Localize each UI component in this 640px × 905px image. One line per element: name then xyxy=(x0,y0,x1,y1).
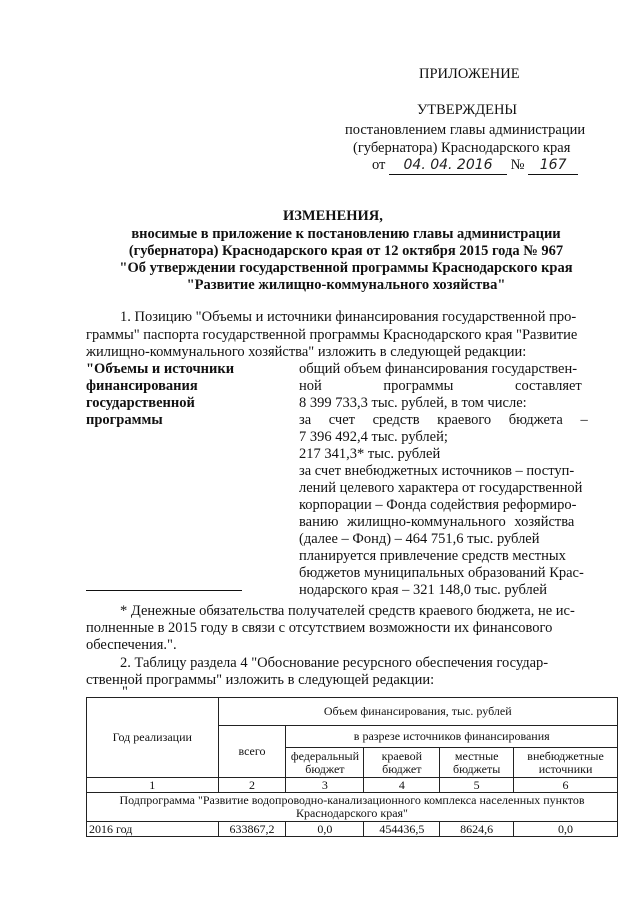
passport-right-12: планируется привлечение средств местных xyxy=(299,548,566,564)
table-number-row xyxy=(87,778,618,793)
document-title: ИЗМЕНЕНИЯ, xyxy=(283,208,383,224)
appendix-label: ПРИЛОЖЕНИЕ xyxy=(419,66,520,82)
table-subprogram-row xyxy=(87,793,618,822)
col-extra-line-2: источники xyxy=(538,761,593,776)
table-header-row-1 xyxy=(87,698,618,726)
passport-left-3: государственной xyxy=(86,395,195,411)
num-cell-5: 5 xyxy=(440,778,514,793)
footnote-divider xyxy=(86,590,242,591)
footnote-line-1: * Денежные обязательства получателей средств краевого бюджета, не ис- xyxy=(120,603,575,619)
passport-right-11: (далее – Фонд) – 464 751,6 тыс. рублей xyxy=(299,531,540,547)
item1-line-3: жилищно-коммунального хозяйства" изложить в следующей редакции: xyxy=(86,344,527,360)
num-cell-1: 1 xyxy=(87,778,219,793)
passport-right-9: корпорации – Фонда содействия реформиро- xyxy=(299,497,577,513)
row-federal: 0,0 xyxy=(286,822,364,837)
col-federal-line-2: бюджет xyxy=(305,761,345,776)
passport-right-5: 7 396 492,4 тыс. рублей; xyxy=(299,429,448,445)
item1-line-2: граммы" паспорта государственной программы Краснодарского края "Развитие xyxy=(86,327,578,343)
passport-right-4: за счет средств краевого бюджета – xyxy=(299,412,588,428)
num-cell-4: 4 xyxy=(364,778,440,793)
passport-right-8: лений целевого характера от государственной xyxy=(299,480,583,496)
subprogram-cell xyxy=(87,793,618,822)
col-volume-header: Объем финансирования, тыс. рублей xyxy=(218,698,617,726)
col-extra-header xyxy=(514,748,618,778)
passport-right-14: нодарского края – 321 148,0 тыс. рублей xyxy=(299,582,547,598)
col-regional-line-1: краевой xyxy=(381,748,423,763)
subprogram-line-1: Подпрограмма "Развитие водопроводно-канализационного комплекса населенных пунктов xyxy=(119,793,585,807)
col-regional-line-2: бюджет xyxy=(382,761,422,776)
approval-line-1: постановлением главы администрации xyxy=(345,122,586,138)
item1-line-1: 1. Позицию "Объемы и источники финансирования государственной про- xyxy=(120,309,577,325)
col-federal-line-1: федеральный xyxy=(290,748,360,763)
col-sources-header: в разрезе источников финансирования xyxy=(286,726,618,748)
title-line-1: вносимые в приложение к постановлению главы администрации xyxy=(131,226,561,242)
subprogram-line-2: Краснодарского края" xyxy=(296,806,408,820)
row-regional: 454436,5 xyxy=(364,822,440,837)
table-open-quote: " xyxy=(122,684,128,700)
number-label: № xyxy=(510,157,525,173)
col-total-header: всего xyxy=(218,726,286,778)
passport-left-1: "Объемы и источники xyxy=(86,361,235,377)
col-regional-header xyxy=(364,748,440,778)
passport-left-4: программы xyxy=(86,412,163,428)
passport-right-10: ванию жилищно-коммунального хозяйства xyxy=(299,514,575,530)
approval-line-2: (губернатора) Краснодарского края xyxy=(353,140,571,156)
col-local-header xyxy=(440,748,514,778)
passport-right-1: общий объем финансирования государствен- xyxy=(299,361,578,377)
passport-right-7: за счет внебюджетных источников – поступ- xyxy=(299,463,575,479)
row-year: 2016 год xyxy=(87,822,219,837)
col-local-line-1: местные xyxy=(454,748,499,763)
footnote-line-2: полненные в 2015 году в связи с отсутствием возможности их финансового xyxy=(86,620,553,636)
passport-right-3: 8 399 733,3 тыс. рублей, в том числе: xyxy=(299,395,527,411)
title-line-4: "Развитие жилищно-коммунального хозяйства" xyxy=(186,277,506,293)
handwritten-number: 167 xyxy=(528,157,578,175)
row-total: 633867,2 xyxy=(218,822,286,837)
col-year-header: Год реализации xyxy=(87,698,219,778)
passport-left-2: финансирования xyxy=(86,378,198,394)
num-cell-6: 6 xyxy=(514,778,618,793)
resource-table xyxy=(86,697,618,837)
footnote-line-3: обеспечения.". xyxy=(86,637,177,653)
approval-date-line xyxy=(372,157,578,175)
item2-line-2: ственной программы" изложить в следующей редакции: xyxy=(86,672,435,688)
row-local: 8624,6 xyxy=(440,822,514,837)
approved-label: УТВЕРЖДЕНЫ xyxy=(417,102,518,118)
passport-right-2: ной программы составляет xyxy=(299,378,582,394)
table-row xyxy=(87,822,618,837)
item2-line-1: 2. Таблицу раздела 4 "Обоснование ресурсного обеспечения государ- xyxy=(120,655,549,671)
col-extra-line-1: внебюджетные xyxy=(527,748,604,763)
title-line-3: "Об утверждении государственной программы Краснодарского края xyxy=(119,260,573,276)
title-line-2: (губернатора) Краснодарского края от 12 октября 2015 года № 967 xyxy=(128,243,564,259)
num-cell-3: 3 xyxy=(286,778,364,793)
col-federal-header xyxy=(286,748,364,778)
row-extra: 0,0 xyxy=(514,822,618,837)
passport-right-13: бюджетов муниципальных образований Крас- xyxy=(299,565,584,581)
handwritten-date: 04. 04. 2016 xyxy=(389,157,507,175)
num-cell-2: 2 xyxy=(218,778,286,793)
passport-right-6: 217 341,3* тыс. рублей xyxy=(299,446,441,462)
from-label: от xyxy=(372,157,386,173)
col-local-line-2: бюджеты xyxy=(452,761,501,776)
